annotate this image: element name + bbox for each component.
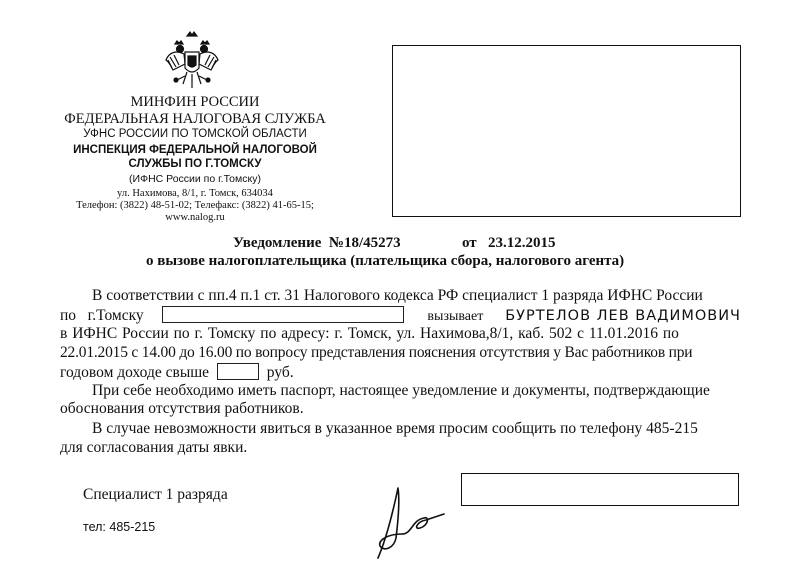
body-p1-line2-verb: вызывает xyxy=(427,309,484,324)
inspection-name-line2: СЛУЖБЫ ПО Г.ТОМСКУ xyxy=(128,158,262,170)
redacted-inspector-name xyxy=(162,306,404,323)
body-p1-line2 xyxy=(60,306,741,325)
notice-number: Уведомление №18/45273 xyxy=(233,235,401,251)
body-p3-line2: для согласования даты явки. xyxy=(60,439,248,456)
state-emblem xyxy=(163,30,221,92)
service-name: ФЕДЕРАЛЬНАЯ НАЛОГОВАЯ СЛУЖБА xyxy=(64,111,326,127)
body-p3-line1: В случае невозможности явиться в указанное время просим сообщить по телефону 485-215 xyxy=(92,420,698,437)
body-p2-line1: При себе необходимо иметь паспорт, настоящее уведомление и документы, подтверждающие xyxy=(92,382,710,399)
notice-date: 23.12.2015 xyxy=(488,235,556,251)
body-p1-line5-text: годовом доходе свыше xyxy=(60,364,210,381)
signer-position: Специалист 1 разряда xyxy=(83,486,228,503)
body-p1-line2-prefix: по г.Томску xyxy=(60,307,144,324)
body-p1-line5-unit: руб. xyxy=(266,364,294,381)
body-p1-line4: 22.01.2015 с 14.00 до 16.00 по вопросу представления пояснения отсутствия у Вас работников при xyxy=(60,344,693,361)
signer-phone: тел: 485-215 xyxy=(83,520,156,534)
body-p1-line3: в ИФНС России по г. Томску по адресу: г. Томск, ул. Нахимова,8/1, каб. 502 с 11.01.2016 по xyxy=(60,325,679,342)
handwritten-signature xyxy=(368,478,448,568)
office-website: www.nalog.ru xyxy=(165,212,225,223)
taxpayer-name: БУРТЕЛОВ ЛЕВ ВАДИМОВИЧ xyxy=(505,308,741,324)
redacted-signer-name xyxy=(461,473,739,506)
regional-office: УФНС РОССИИ ПО ТОМСКОЙ ОБЛАСТИ xyxy=(83,128,307,140)
notice-date-prefix: от xyxy=(462,235,477,251)
body-p1-line1: В соответствии с пп.4 п.1 ст. 31 Налогового кодекса РФ специалист 1 разряда ИФНС России xyxy=(92,287,703,304)
inspection-name-line1: ИНСПЕКЦИЯ ФЕДЕРАЛЬНОЙ НАЛОГОВОЙ xyxy=(73,144,317,156)
office-address: ул. Нахимова, 8/1, г. Томск, 634034 xyxy=(117,188,273,199)
body-p2-line2: обоснования отсутствия работников. xyxy=(60,400,304,417)
redacted-income-amount xyxy=(217,363,259,380)
inspection-short-name: (ИФНС России по г.Томску) xyxy=(129,173,261,185)
office-phones: Телефон: (3822) 48-51-02; Телефакс: (3822) 41-65-15; xyxy=(76,200,314,211)
ministry-name: МИНФИН РОССИИ xyxy=(130,94,260,110)
body-p1-line5 xyxy=(60,363,294,382)
double-headed-eagle-icon xyxy=(163,30,221,92)
notice-subtitle: о вызове налогоплательщика (плательщика сбора, налогового агента) xyxy=(146,253,625,269)
redacted-address-block xyxy=(392,45,741,217)
